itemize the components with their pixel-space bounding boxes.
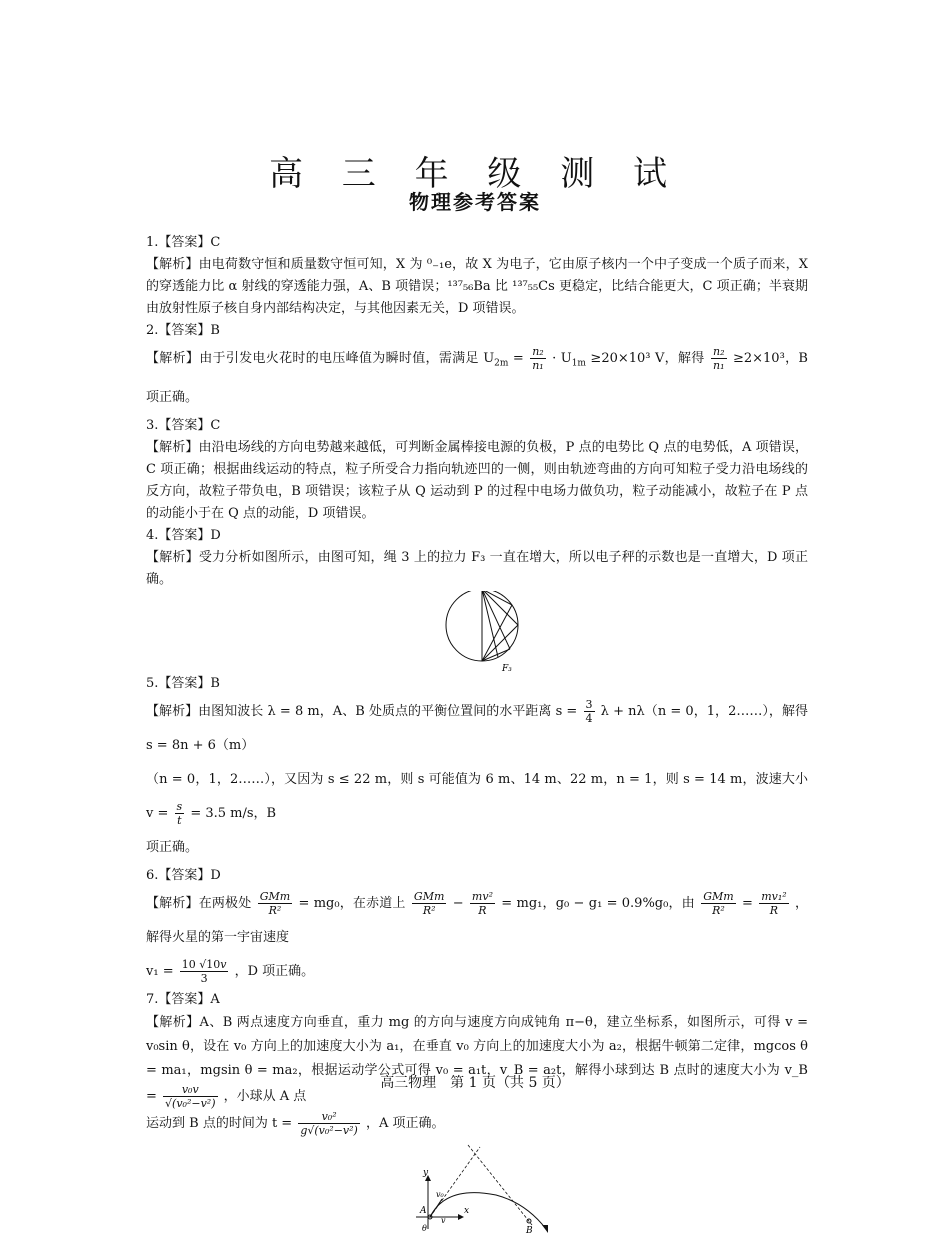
point-b-label: B — [526, 1225, 533, 1233]
page-title: 高 三 年 级 测 试 — [268, 154, 682, 194]
q3-analysis: 【解析】由沿电场线的方向电势越来越低，可判断金属棒接电源的负极，P 点的电势比 Q 点的电势低，A 项错误，C 项正确；根据曲线运动的特点，粒子所受合力指向轨迹凹的一侧，则由轨迹弯曲的方向可知粒子受力沿电场线的反方向，故粒子带负电，B 项错误；该粒子从 Q 运动到 P 的过程中电场力做负功，粒子动能减小，故粒子在 P 点的动能小于在 Q 点的动能，D 项错误。 — [146, 439, 808, 521]
fraction-n2-n1-b: $\frac{\text{n₂}}{\text{n₁}}$ — [713, 345, 725, 372]
fraction-s-t: $\frac{s}{t}$ — [176, 799, 183, 827]
fraction-v1-result: $\frac{10 √10v}{3}$ — [181, 957, 227, 985]
q2-answer: 2.【答案】B — [146, 323, 220, 338]
force-circle-diagram — [146, 591, 808, 673]
q1-answer: 1.【答案】C — [146, 235, 221, 250]
q4-analysis: 【解析】受力分析如图所示，由图可知，绳 3 上的拉力 F₃ 一直在增大，所以电子秤的示数也是一直增大，D 项正确。 — [146, 549, 808, 587]
fraction-time: $\frac{\text{v₀²}}{\text{g√(v₀²−v²)}}$ — [300, 1109, 358, 1137]
page-subtitle: 物理参考答案 — [409, 190, 541, 214]
q4-answer: 4.【答案】D — [146, 527, 221, 543]
q7-answer: 7.【答案】A — [146, 991, 220, 1007]
dashed-line-b — [468, 1145, 532, 1225]
v-label: v — [441, 1215, 446, 1225]
trajectory-arrow — [542, 1225, 548, 1233]
fraction-gmm-r2-c: $\frac{\text{GMm}}{\text{R²}}$ — [703, 889, 734, 917]
q6-answer: 6.【答案】D — [146, 867, 221, 883]
rope-line-3 — [482, 591, 510, 649]
q2-analysis: 【解析】由于引发电火花时的电压峰值为瞬时值，需满足 $U_{2m}$ = $\frac{\text{n₂}}{\text{n₁}}$ · $U_{1m} \ge 20\times 10^3$ V，解得 $\frac{\text{n₂}}{\text{n₁}}$ ≥2×10³，B 项正确。 — [146, 345, 808, 405]
force-line-3 — [482, 649, 510, 661]
point-a-label: A — [420, 1205, 427, 1216]
fraction-mv1-r: $\frac{\text{mv₁²}}{R}$ — [761, 889, 787, 917]
fraction-gmm-r2: $\frac{\text{GMm}}{\text{R²}}$ — [259, 889, 291, 917]
projectile-diagram — [146, 1137, 808, 1233]
q1-analysis: 【解析】由电荷数守恒和质量数守恒可知，X 为 ⁰₋₁e，故 X 为电子，它由原子核内一个中子变成一个质子而来，X 的穿透能力比 α 射线的穿透能力强，A、B 项错误；¹³⁷₅₆Ba 比 ¹³⁷₅₅Cs 更稳定，比结合能更大，C 项正确；半衰期由放射性原子核自身内部结构决定，与其他因素无关，D 项错误。 — [146, 257, 808, 316]
q3-answer: 3.【答案】C — [146, 417, 221, 433]
x-label: x — [464, 1205, 470, 1216]
fraction-gmm-r2-b: $\frac{\text{GMm}}{\text{R²}}$ — [413, 889, 445, 917]
q7-figure — [146, 1137, 808, 1233]
q7-analysis: 【解析】A、B 两点速度方向垂直，重力 mg 的方向与速度方向成钝角 π−θ，建立坐标系，如图所示，可得 v = v₀sin θ，设在 v₀ 方向上的加速度大小为 a₁，在垂直 v₀ 方向上的加速度大小为 a₂，根据牛顿第二定律，mgcos θ = ma₁，mgsin θ = ma₂，根据运动学公式可得 v₀ = a₁t，v_B = a₂t，解得小球到达 B 点时的速度大小为 v_B = $\frac{\text{v₀v}}{\text{√(v₀²−v²)}}$ ，小球从 A 点 运动到 B 点的时间为 t = $\frac{\text{v₀²}}{\text{g√(v₀²−v²)}}$ ，A 项正确。 — [146, 1014, 808, 1137]
fraction-3-4: $\frac{3}{4}$ — [585, 697, 593, 725]
q5-analysis: 【解析】由图知波长 λ = 8 m，A、B 处质点的平衡位置间的水平距离 s = $\frac{3}{4}$ λ + nλ（n = 0，1，2……），解得 s = 8n + 6（m） （n = 0，1，2……），又因为 s ≤ 22 m，则 s 可能值为 6 m、14 m、22 m，n = 1，则 s = 14 m，波速大小 v = $\frac{s}{t}$ = 3.5 m/s，B 项正确。 — [146, 697, 809, 855]
fraction-mv2-r: $\frac{\text{mv²}}{R}$ — [471, 889, 493, 917]
rope-line-2 — [482, 591, 518, 625]
page-footer: 高三物理 第 1 页（共 5 页） — [380, 1075, 570, 1091]
fraction-vb: $\frac{\text{v₀v}}{\text{√(v₀²−v²)}}$ — [165, 1082, 216, 1110]
v0-arrow — [430, 1199, 442, 1217]
trajectory-curve — [430, 1189, 546, 1228]
v0-label: v₀ — [436, 1189, 444, 1199]
f3-label: F₃ — [502, 663, 512, 673]
q5-answer: 5.【答案】B — [146, 675, 220, 691]
y-label: y — [423, 1167, 429, 1178]
theta-label: θ — [422, 1223, 427, 1233]
q4-figure — [146, 591, 808, 673]
fraction-n2-n1: $\frac{\text{n₂}}{\text{n₁}}$ — [532, 345, 544, 372]
q6-analysis: 【解析】在两极处 $\frac{\text{GMm}}{\text{R²}}$ = mg₀，在赤道上 $\frac{\text{GMm}}{\text{R²}}$ − $\frac{\text{mv²}}{R}$ = mg₁，g₀ − g₁ = 0.9%g₀，由 $\frac{\text{GMm}}{\text{R²}}$ = $\frac{\text{mv₁²}}{R}$ ，解得火星的第一宇宙速度 v₁ = $\frac{10 √10v}{3}$ ，D 项正确。 — [146, 889, 808, 985]
